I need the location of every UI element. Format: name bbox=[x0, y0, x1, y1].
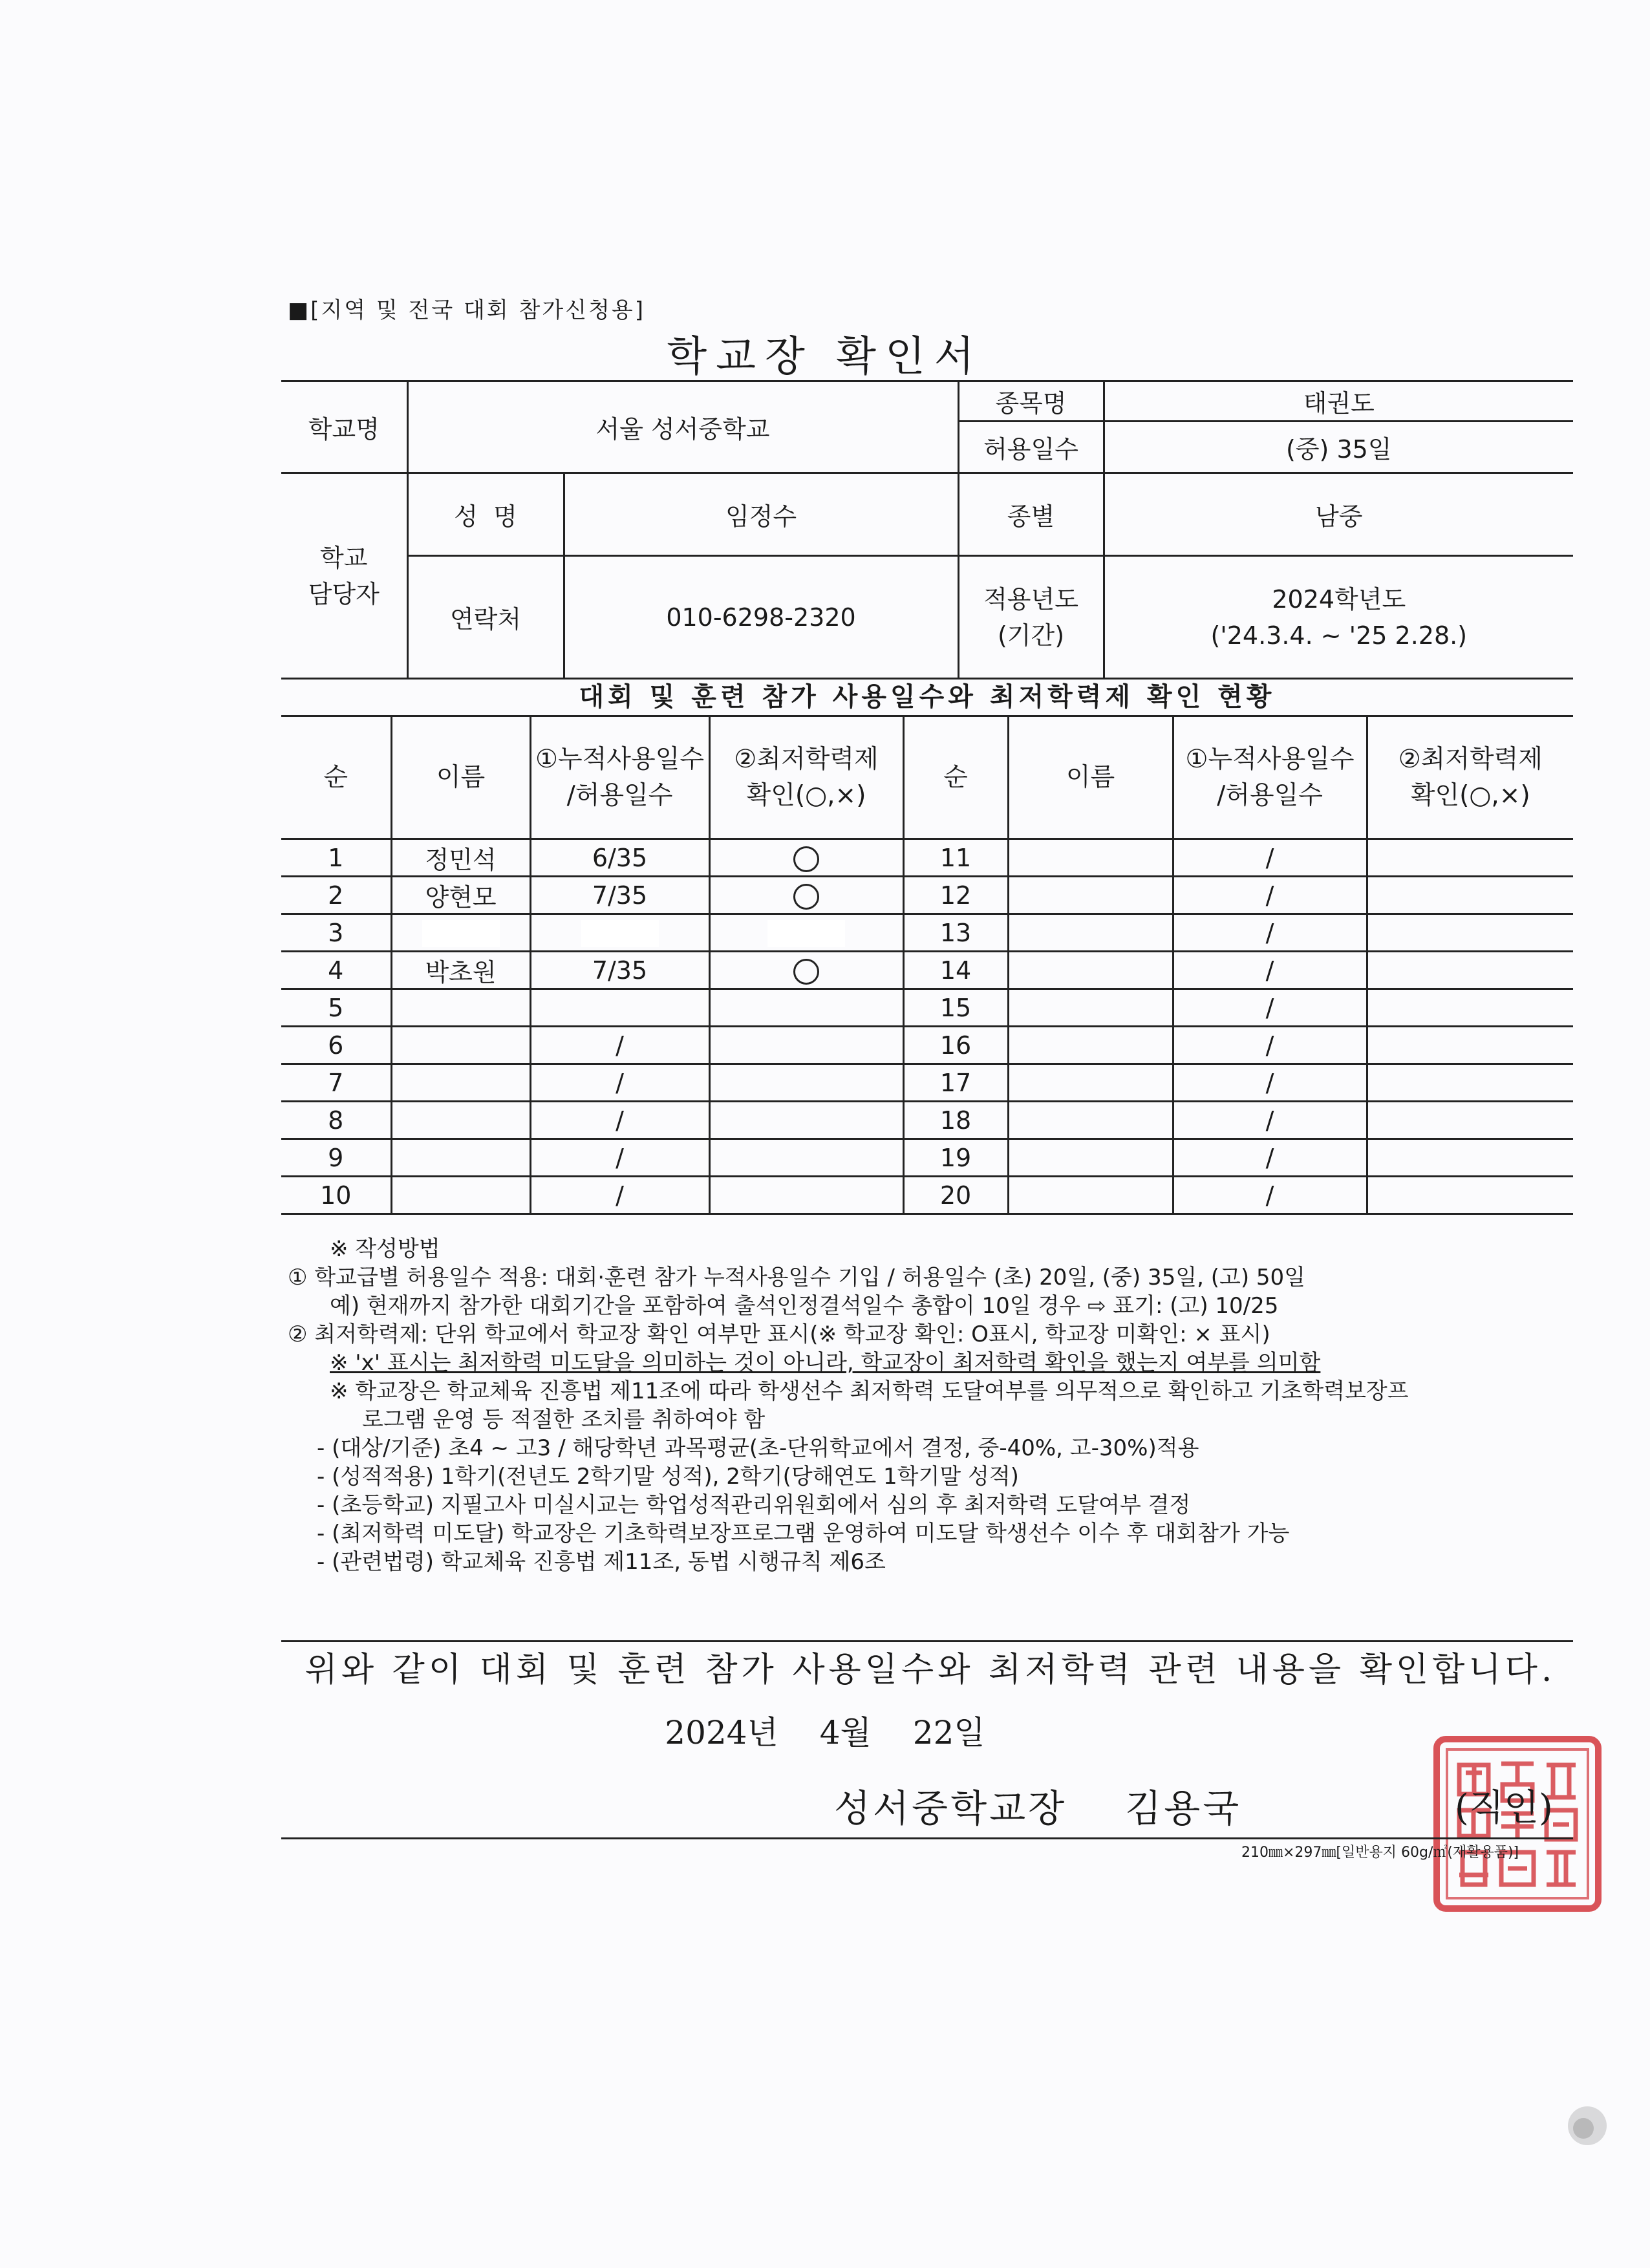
row-seq-2: 14 bbox=[903, 952, 1008, 989]
row-seq: 4 bbox=[281, 952, 391, 989]
sport-label: 종목명 bbox=[958, 381, 1104, 422]
row-seq: 10 bbox=[281, 1177, 391, 1214]
row-days-2: / bbox=[1173, 952, 1367, 989]
row-check bbox=[709, 839, 903, 877]
row-check-2 bbox=[1367, 1027, 1573, 1064]
row-name-2 bbox=[1008, 1027, 1173, 1064]
row-days-2: / bbox=[1173, 877, 1367, 914]
usage-row bbox=[281, 1102, 1573, 1139]
row-days: / bbox=[530, 1027, 709, 1064]
row-seq-2: 19 bbox=[903, 1139, 1008, 1177]
row-check-2 bbox=[1367, 839, 1573, 877]
row-check-2 bbox=[1367, 989, 1573, 1027]
row-days: 7/35 bbox=[530, 952, 709, 989]
school-name-label: 학교명 bbox=[281, 381, 407, 473]
row-seq-2: 17 bbox=[903, 1064, 1008, 1102]
usage-header-row bbox=[281, 716, 1573, 839]
row-days: 7/35 bbox=[530, 877, 709, 914]
row-days-2: / bbox=[1173, 1064, 1367, 1102]
detail-target: - (대상/기준) 초4 ~ 고3 / 해당학년 과목평균(초-단위학교에서 결정, 중-40%, 고-30%)적용 bbox=[317, 1435, 1199, 1461]
note-2-sub-2-line-2: 로그램 운영 등 적절한 조치를 취하여야 함 bbox=[362, 1407, 766, 1433]
ink-smudge bbox=[1561, 2100, 1613, 2152]
seal-mark: (직인) bbox=[1455, 1787, 1553, 1829]
row-seq-2: 12 bbox=[903, 877, 1008, 914]
row-check bbox=[709, 877, 903, 914]
row-check bbox=[709, 952, 903, 989]
year-label-line1: 적용년도 bbox=[983, 584, 1078, 614]
header-seq-2: 순 bbox=[903, 716, 1008, 839]
row-seq: 6 bbox=[281, 1027, 391, 1064]
usage-table bbox=[281, 715, 1573, 1215]
principal-signature bbox=[834, 1778, 1300, 1832]
row-check-2 bbox=[1367, 914, 1573, 952]
usage-row bbox=[281, 1139, 1573, 1177]
row-check-2 bbox=[1367, 952, 1573, 989]
row-name: 박초원 bbox=[391, 952, 530, 989]
document-title: 학교장 확인서 bbox=[667, 333, 983, 381]
row-check-2 bbox=[1367, 1064, 1573, 1102]
year-value bbox=[1104, 556, 1573, 679]
row-check-2 bbox=[1367, 1177, 1573, 1214]
year-label-line2: (기간) bbox=[997, 621, 1065, 650]
redaction-block bbox=[581, 920, 659, 947]
row-name-2 bbox=[1008, 914, 1173, 952]
form-tag: ■[지역 및 전국 대회 참가신청용] bbox=[288, 297, 646, 323]
usage-row bbox=[281, 839, 1573, 877]
issue-date bbox=[0, 1707, 1650, 1753]
sport-value: 태권도 bbox=[1104, 381, 1573, 422]
date-year: 2024년 bbox=[665, 1714, 778, 1751]
row-days-2: / bbox=[1173, 1027, 1367, 1064]
row-days-2: / bbox=[1173, 1177, 1367, 1214]
row-days bbox=[530, 914, 709, 952]
row-name bbox=[391, 1102, 530, 1139]
row-name: 양현모 bbox=[391, 877, 530, 914]
year-value-line2: ('24.3.4. ~ '25 2.28.) bbox=[1210, 621, 1468, 650]
row-check bbox=[709, 1139, 903, 1177]
row-days: / bbox=[530, 1102, 709, 1139]
header-days: ①누적사용일수 /허용일수 bbox=[530, 716, 709, 839]
detail-grade: - (성적적용) 1학기(전년도 2학기말 성적), 2학기(당해연도 1학기말 성적) bbox=[317, 1464, 1019, 1490]
manager-label-line2: 담당자 bbox=[308, 579, 380, 608]
row-seq-2: 13 bbox=[903, 914, 1008, 952]
row-check bbox=[709, 914, 903, 952]
row-seq: 8 bbox=[281, 1102, 391, 1139]
note-2-sub-2-line-1: ※ 학교장은 학교체육 진흥법 제11조에 따라 학생선수 최저학력 도달여부를 의무적으로 확인하고 기초학력보장프 bbox=[330, 1378, 1409, 1404]
principal-title: 성서중학교장 bbox=[834, 1786, 1067, 1830]
row-check bbox=[709, 1064, 903, 1102]
manager-label-line1: 학교 bbox=[320, 543, 368, 572]
circle-mark-icon bbox=[793, 959, 819, 985]
usage-row bbox=[281, 1177, 1573, 1214]
row-days-2: / bbox=[1173, 1139, 1367, 1177]
row-check bbox=[709, 1027, 903, 1064]
writing-instructions bbox=[288, 1235, 1581, 1576]
row-seq-2: 18 bbox=[903, 1102, 1008, 1139]
principal-name: 김용국 bbox=[1125, 1786, 1242, 1830]
year-value-line1: 2024학년도 bbox=[1272, 584, 1406, 614]
detail-law: - (관련법령) 학교체육 진흥법 제11조, 동법 시행규칙 제6조 bbox=[317, 1549, 886, 1575]
circle-mark-icon bbox=[793, 846, 819, 872]
header-name-2: 이름 bbox=[1008, 716, 1173, 839]
date-month: 4월 bbox=[819, 1714, 872, 1751]
allowed-days-value: (중) 35일 bbox=[1104, 422, 1573, 473]
header-check: ②최저학력제 확인(○,×) bbox=[709, 716, 903, 839]
row-seq-2: 11 bbox=[903, 839, 1008, 877]
row-seq-2: 16 bbox=[903, 1027, 1008, 1064]
row-name-2 bbox=[1008, 1064, 1173, 1102]
row-seq-2: 15 bbox=[903, 989, 1008, 1027]
row-days-2: / bbox=[1173, 989, 1367, 1027]
row-seq: 3 bbox=[281, 914, 391, 952]
row-days: / bbox=[530, 1064, 709, 1102]
row-days: / bbox=[530, 1139, 709, 1177]
row-name bbox=[391, 914, 530, 952]
row-name-2 bbox=[1008, 1177, 1173, 1214]
category-label: 종별 bbox=[958, 473, 1104, 556]
paper-spec: 210㎜×297㎜[일반용지 60g/㎡(재활용품)] bbox=[1241, 1845, 1519, 1861]
row-days-2: / bbox=[1173, 914, 1367, 952]
name-label: 성 명 bbox=[407, 473, 564, 556]
header-check-2: ②최저학력제 확인(○,×) bbox=[1367, 716, 1573, 839]
redaction-block bbox=[767, 920, 845, 947]
row-name bbox=[391, 1177, 530, 1214]
school-name-value: 서울 성서중학교 bbox=[407, 381, 958, 473]
redaction-block bbox=[422, 920, 500, 947]
contact-value: 010-6298-2320 bbox=[564, 556, 958, 679]
usage-row bbox=[281, 1064, 1573, 1102]
row-name-2 bbox=[1008, 1139, 1173, 1177]
header-name: 이름 bbox=[391, 716, 530, 839]
school-info-table bbox=[281, 380, 1573, 679]
note-1-example: 예) 현재까지 참가한 대회기간을 포함하여 출석인정결석일수 총합이 10일 경우 ⇨ 표기: (고) 10/25 bbox=[330, 1293, 1279, 1319]
notes-heading: ※ 작성방법 bbox=[330, 1236, 440, 1262]
row-check-2 bbox=[1367, 1102, 1573, 1139]
row-name bbox=[391, 1027, 530, 1064]
header-seq: 순 bbox=[281, 716, 391, 839]
row-seq: 9 bbox=[281, 1139, 391, 1177]
row-days: 6/35 bbox=[530, 839, 709, 877]
divider-bottom bbox=[281, 1837, 1573, 1839]
detail-below-minimum: - (최저학력 미도달) 학교장은 기초학력보장프로그램 운영하여 미도달 학생선수 이수 후 대회참가 가능 bbox=[317, 1521, 1290, 1546]
row-seq-2: 20 bbox=[903, 1177, 1008, 1214]
allowed-days-label: 허용일수 bbox=[958, 422, 1104, 473]
row-check-2 bbox=[1367, 877, 1573, 914]
usage-row bbox=[281, 877, 1573, 914]
usage-row bbox=[281, 989, 1573, 1027]
row-seq: 5 bbox=[281, 989, 391, 1027]
contact-label: 연락처 bbox=[407, 556, 564, 679]
row-days-2: / bbox=[1173, 1102, 1367, 1139]
note-1: ① 학교급별 허용일수 적용: 대회·훈련 참가 누적사용일수 기입 / 허용일수 (초) 20일, (중) 35일, (고) 50일 bbox=[288, 1265, 1305, 1290]
detail-elementary: - (초등학교) 지필고사 미실시교는 학업성적관리위원회에서 심의 후 최저학력 도달여부 결정 bbox=[317, 1492, 1191, 1518]
row-name bbox=[391, 989, 530, 1027]
row-name-2 bbox=[1008, 952, 1173, 989]
confirmation-statement: 위와 같이 대회 및 훈련 참가 사용일수와 최저학력 관련 내용을 확인합니다. bbox=[305, 1651, 1556, 1689]
circle-mark-icon bbox=[793, 884, 819, 910]
row-check bbox=[709, 1177, 903, 1214]
header-days-2: ①누적사용일수 /허용일수 bbox=[1173, 716, 1367, 839]
note-2: ② 최저학력제: 단위 학교에서 학교장 확인 여부만 표시(※ 학교장 확인: O표시, 학교장 미확인: × 표시) bbox=[288, 1321, 1270, 1347]
row-name-2 bbox=[1008, 989, 1173, 1027]
row-name bbox=[391, 1064, 530, 1102]
usage-row bbox=[281, 914, 1573, 952]
name-value: 임정수 bbox=[564, 473, 958, 556]
row-seq: 7 bbox=[281, 1064, 391, 1102]
row-days: / bbox=[530, 1177, 709, 1214]
note-2-sub-1: ※ 'x' 표시는 최저학력 미도달을 의미하는 것이 아니라, 학교장이 최저학력 확인을 했는지 여부를 의미함 bbox=[330, 1350, 1321, 1376]
row-days bbox=[530, 989, 709, 1027]
year-label bbox=[958, 556, 1104, 679]
row-check bbox=[709, 1102, 903, 1139]
usage-row bbox=[281, 952, 1573, 989]
row-name-2 bbox=[1008, 1102, 1173, 1139]
row-name-2 bbox=[1008, 839, 1173, 877]
row-days-2: / bbox=[1173, 839, 1367, 877]
row-name: 정민석 bbox=[391, 839, 530, 877]
row-check-2 bbox=[1367, 1139, 1573, 1177]
manager-label bbox=[281, 473, 407, 679]
row-check bbox=[709, 989, 903, 1027]
row-seq: 1 bbox=[281, 839, 391, 877]
section-title: 대회 및 훈련 참가 사용일수와 최저학력제 확인 현황 bbox=[579, 682, 1276, 712]
row-name-2 bbox=[1008, 877, 1173, 914]
date-day: 22일 bbox=[912, 1714, 985, 1751]
usage-body bbox=[281, 839, 1573, 1214]
row-seq: 2 bbox=[281, 877, 391, 914]
row-name bbox=[391, 1139, 530, 1177]
category-value: 남중 bbox=[1104, 473, 1573, 556]
usage-row bbox=[281, 1027, 1573, 1064]
